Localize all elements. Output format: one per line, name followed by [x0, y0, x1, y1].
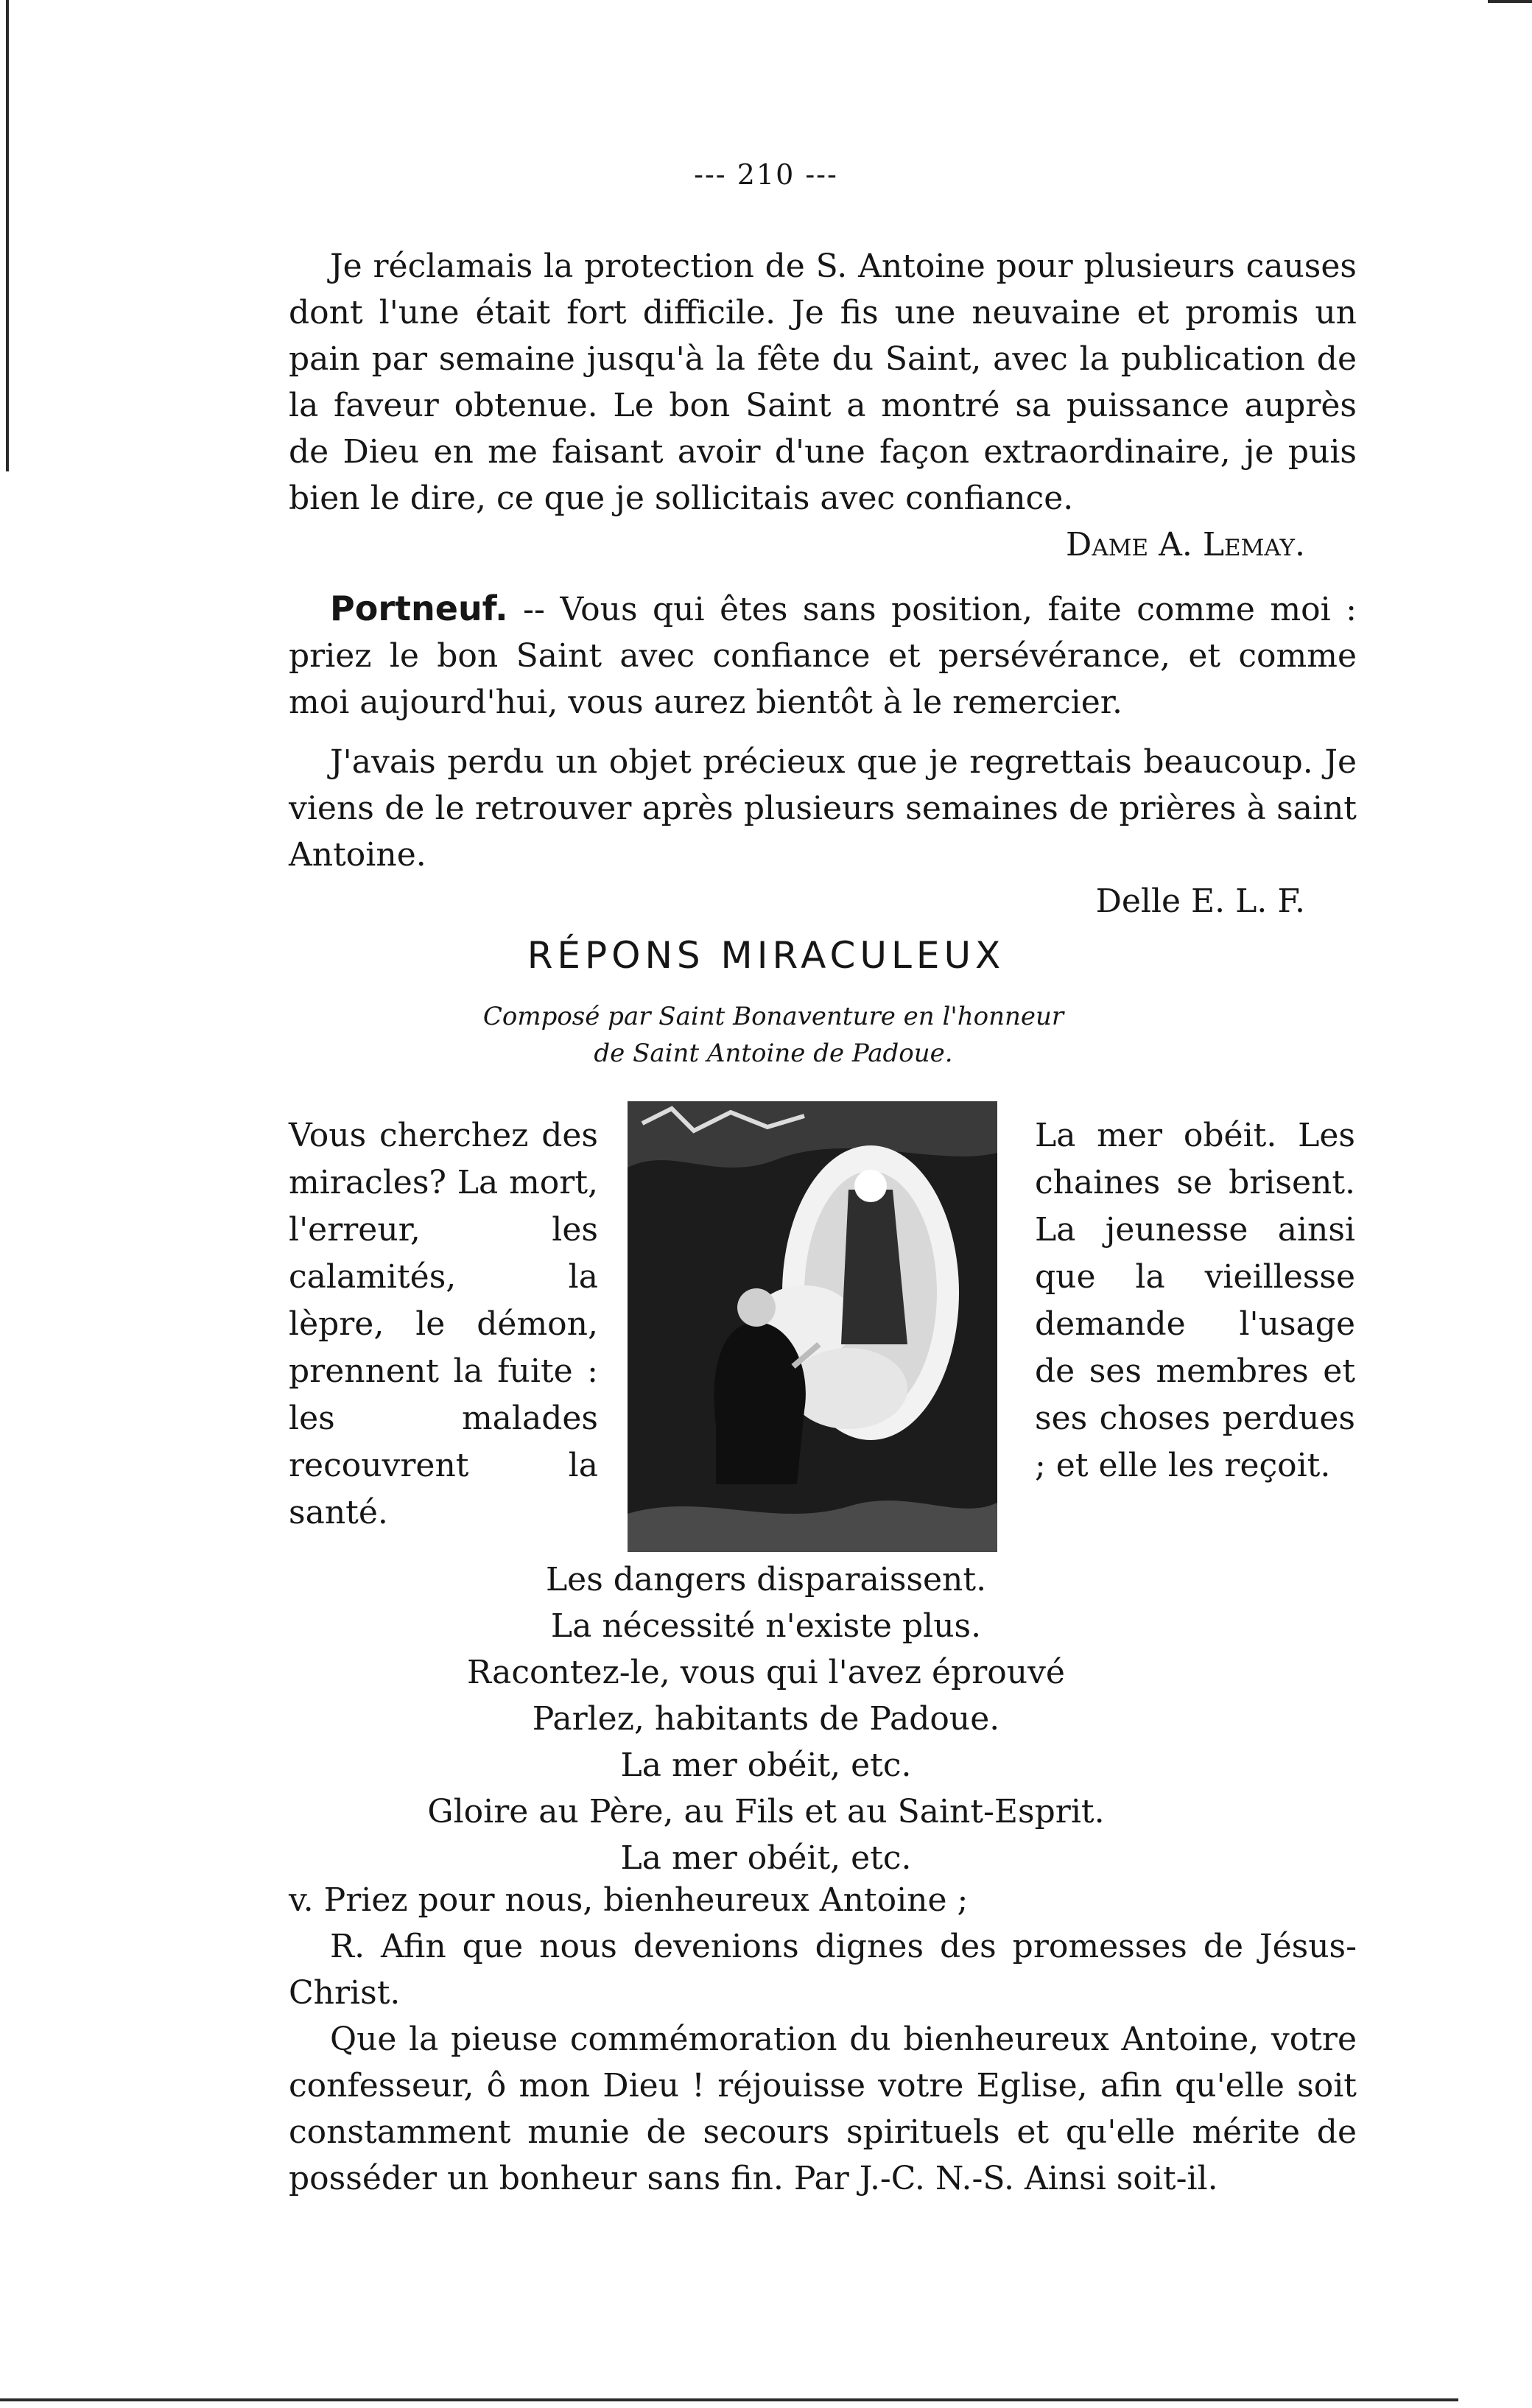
testimonial-1	[289, 243, 1357, 568]
respons-line: Gloire au Père, au Fils et au Saint-Esprit.	[427, 1793, 1105, 1830]
respons-line: Parlez, habitants de Padoue.	[532, 1700, 1000, 1738]
respons-line: Racontez-le, vous qui l'avez éprouvé	[467, 1654, 1065, 1691]
respons-verses	[0, 1556, 1532, 1881]
response: R. Afin que nous devenions dignes des promesses de Jésus-Christ.	[289, 1928, 1357, 2012]
testimonial-1-signature: Dame A. Lemay.	[1066, 526, 1305, 564]
prayer-block	[289, 1877, 1357, 2202]
respons-left-column: Vous cherchez des miracles? La mort, l'erreur, les calamités, la lèpre, le démon, prennent la fuite : les malades recouvrent la santé.	[289, 1117, 598, 1531]
testimonial-2-cont	[289, 739, 1357, 924]
testimonial-2-place: Portneuf.	[330, 589, 508, 628]
testimonial-2-text: -- Vous qui êtes sans position, faite comme moi : priez le bon Saint avec confiance et persévérance, et comme moi aujourd'hui, vous aurez bientôt à le remercier.	[289, 591, 1357, 721]
scan-edge-left	[6, 0, 9, 471]
testimonial-2-signature: Delle E. L. F.	[1095, 882, 1305, 920]
closing-prayer: Que la pieuse commémoration du bienheureux Antoine, votre confesseur, ô mon Dieu ! réjouisse votre Eglise, afin qu'elle soit constamment munie de secours spirituels et qu'elle mérite de posséder un bonheur sans fin. Par J.-C. N.-S. Ainsi soit-il.	[289, 2021, 1357, 2197]
testimonial-2-text-2: J'avais perdu un objet précieux que je regrettais beaucoup. Je viens de le retrouver après plusieurs semaines de prières à saint Antoine.	[289, 743, 1357, 874]
respons-title: RÉPONS MIRACULEUX	[527, 934, 1005, 977]
respons-right-column: La mer obéit. Les chaines se brisent. La jeunesse ainsi que la vieillesse demande l'usage de ses membres et ses choses perdues ; et elle les reçoit.	[1035, 1117, 1355, 1484]
versicle: v. Priez pour nous, bienheureux Antoine ;	[289, 1881, 969, 1919]
respons-subtitle-line-1: Composé par Saint Bonaventure en l'honneur	[482, 1002, 1064, 1031]
respons-subtitle	[368, 998, 1178, 1072]
respons-line: Les dangers disparaissent.	[545, 1561, 987, 1598]
respons-line: La mer obéit, etc.	[620, 1747, 912, 1784]
scan-edge-bottom	[0, 2398, 1458, 2401]
respons-line: La mer obéit, etc.	[620, 1839, 912, 1877]
saint-anthony-engraving	[628, 1101, 997, 1552]
testimonial-2	[289, 586, 1357, 726]
testimonial-2-paragraph	[289, 586, 1357, 726]
respons-line: La nécessité n'existe plus.	[550, 1607, 982, 1645]
testimonial-1-text: Je réclamais la protection de S. Antoine pour plusieurs causes dont l'une était fort difficile. Je fis une neuvaine et promis un pain par semaine jusqu'à la fête du Saint, avec la publication de la faveur obtenue. Le bon Saint a montré sa puissance auprès de Dieu en me faisant avoir d'une façon extraordinaire, je puis bien le dire, ce que je sollicitais avec confiance.	[289, 248, 1357, 517]
respons-subtitle-line-2: de Saint Antoine de Padoue.	[594, 1039, 953, 1068]
page-number: --- 210 ---	[694, 158, 838, 191]
scan-corner-mark	[1488, 0, 1532, 3]
